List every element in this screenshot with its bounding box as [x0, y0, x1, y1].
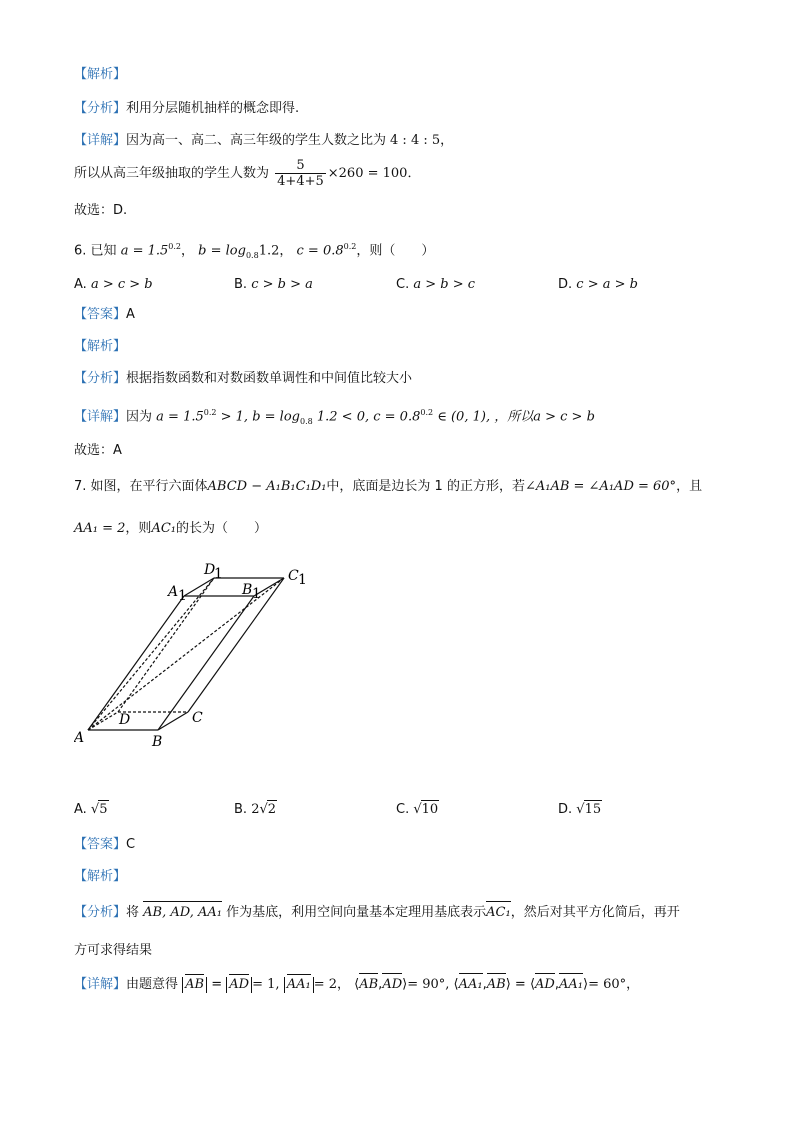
q6-fenxi: 【分析】根据指数函数和对数函数单调性和中间值比较大小: [74, 371, 413, 386]
q5-computation: 所以从高三年级抽取的学生人数为 $\frac{5}{4+4+5}$ ×260 = 100．: [74, 158, 421, 189]
svg-text:1: 1: [214, 566, 223, 582]
svg-text:1: 1: [178, 588, 187, 604]
label-D1: D: [204, 562, 216, 578]
q7-jiexi-tag: 【解析】: [74, 869, 127, 884]
q6-option-b: B. c > b > a: [234, 277, 313, 292]
label-A1: A: [168, 584, 179, 600]
q7-option-d: D. √15: [558, 802, 602, 817]
q5-answer-line: 故选：D.: [74, 203, 128, 218]
q7-fenxi-line2: 方可求得结果: [74, 943, 153, 958]
q7-fenxi-line1: 【分析】将 AB, AD, AA₁ 作为基底，利用空间向量基本定理用基底表示AC₁，然后对其平方化简后，再开: [74, 905, 680, 920]
svg-text:1: 1: [298, 572, 307, 588]
q6-option-a: A. a > c > b: [74, 277, 153, 292]
q7-xiangjie: 【详解】由题意得 AB = AD = 1, AA₁ = 2， ⟨AB,AD⟩= 90°, ⟨AA₁,AB⟩ = ⟨AD,AA₁⟩= 60°，: [74, 977, 640, 992]
svg-text:1: 1: [252, 586, 261, 602]
q7-answer: 【答案】C: [74, 837, 136, 852]
q5-xiangjie: 【详解】因为高一、高二、高三年级的学生人数之比为 4 : 4 : 5，: [74, 133, 454, 148]
label-A: A: [74, 730, 85, 746]
q6-option-c: C. a > b > c: [396, 277, 476, 292]
label-D: D: [119, 712, 131, 728]
q7-stem-line1: 7. 如图，在平行六面体ABCD − A₁B₁C₁D₁中，底面是边长为 1 的正方形，若∠A₁AB = ∠A₁AD = 60°，且: [74, 479, 703, 494]
q5-jiexi-tag: 【解析】: [74, 67, 127, 82]
label-B1: B: [242, 582, 253, 598]
q7-option-c: C. √10: [396, 802, 439, 817]
q7-option-a: A. √5: [74, 802, 108, 817]
label-C: C: [192, 710, 203, 726]
q7-option-b: B. 2√2: [234, 802, 277, 817]
q6-xiangjie: 【详解】因为 $a = 1.5^{0.2} > 1$, $b = \log_{0.8} 1.2 < 0$, $c = 0.8^{0.2}$ ∈ (0, 1), ，所以a > c > b: [74, 408, 595, 426]
parallelepiped-figure: [74, 556, 334, 756]
q6-jiexi-tag: 【解析】: [74, 339, 127, 354]
label-B: B: [152, 734, 163, 750]
q6-option-d: D. c > a > b: [558, 277, 638, 292]
q5-fraction: $\frac{5}{4+4+5}$: [277, 158, 324, 189]
q7-stem-line2: AA₁ = 2，则AC₁的长为（ ）: [74, 521, 267, 536]
label-C1: C: [288, 568, 299, 584]
q5-fenxi: 【分析】利用分层随机抽样的概念即得.: [74, 101, 300, 116]
q6-stem: 6. 已知 $a = 1.5^{0.2}$， $b = \log_{0.8}1.2$， $c = 0.8^{0.2}$，则（ ）: [74, 242, 435, 260]
q6-answer: 【答案】A: [74, 307, 135, 322]
q6-answer-line: 故选：A: [74, 443, 122, 458]
